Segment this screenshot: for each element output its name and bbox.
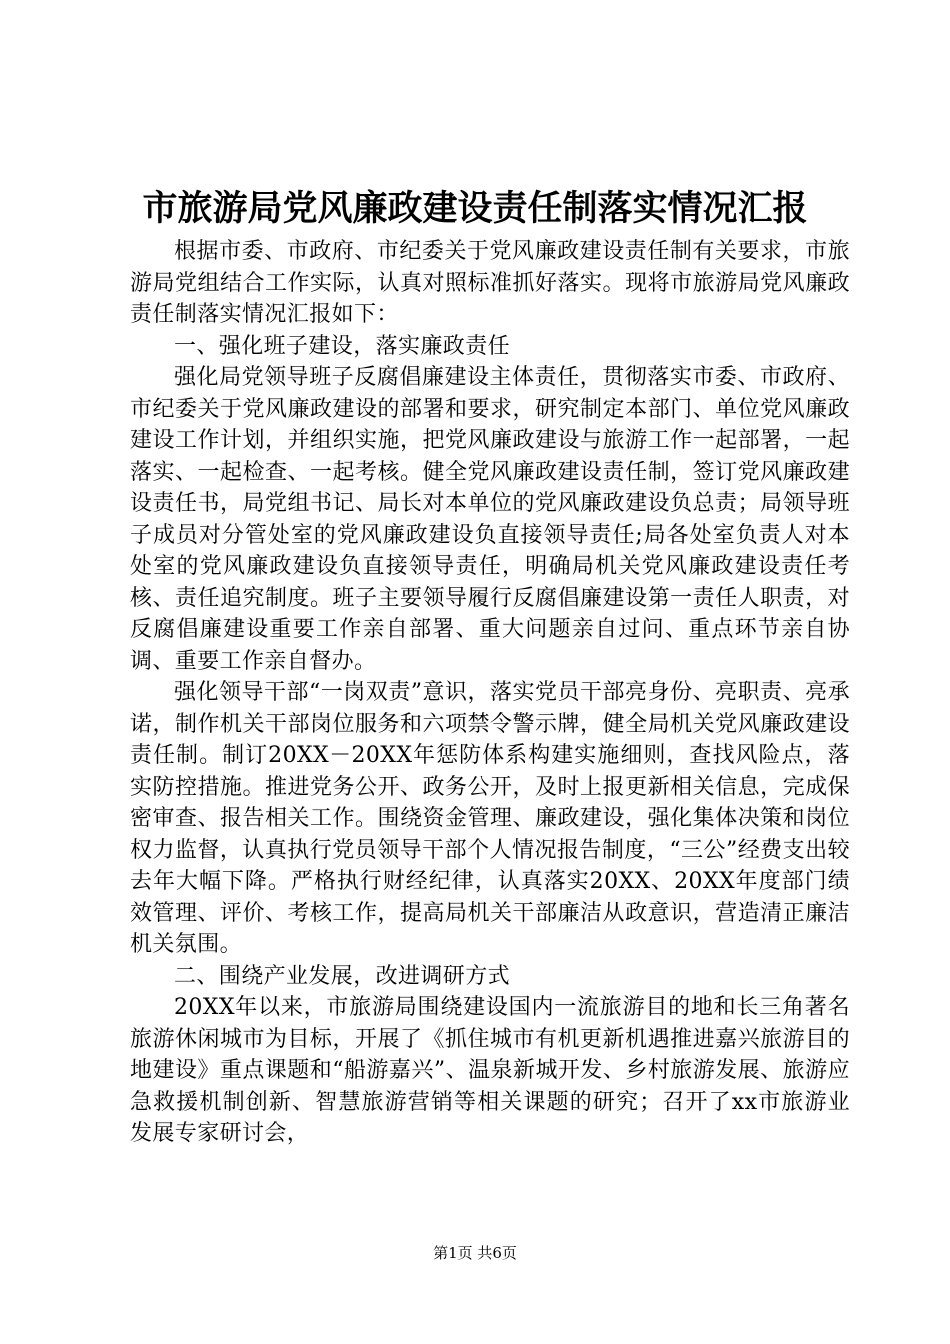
page-number-footer: 第1页 共6页 [433, 1244, 517, 1262]
paragraph-section-1-b: 强化领导干部“一岗双责”意识，落实党员干部亮身份、亮职责、亮承诺，制作机关干部岗位服务和六项禁令警示牌，健全局机关党风廉政建设责任制。制订20XX－20XX年惩防体系构建实施细则，查找风险点，落实防控措施。推进党务公开、政务公开，及时上报更新相关信息，完成保密审查、报告相关工作。围绕资金管理、廉政建设，强化集体决策和岗位权力监督，认真执行党员领导干部个人情况报告制度，“三公”经费支出较去年大幅下降。严格执行财经纪律，认真落实20XX、20XX年度部门绩效管理、评价、考核工作，提高局机关干部廉洁从政意识，营造清正廉洁机关氛围。 [130, 680, 850, 957]
section-heading-2: 二、围绕产业发展，改进调研方式 [174, 963, 511, 989]
document-body [130, 236, 850, 1150]
section-heading-1: 一、强化班子建设，落实廉政责任 [174, 333, 511, 359]
paragraph-intro: 根据市委、市政府、市纪委关于党风廉政建设责任制有关要求，市旅游局党组结合工作实际，认真对照标准抓好落实。现将市旅游局党风廉政责任制落实情况汇报如下： [130, 239, 850, 327]
paragraph-section-1-a: 强化局党领导班子反腐倡廉建设主体责任，贯彻落实市委、市政府、市纪委关于党风廉政建设的部署和要求，研究制定本部门、单位党风廉政建设工作计划，并组织实施，把党风廉政建设与旅游工作一起部署，一起落实、一起检查、一起考核。健全党风廉政建设责任制，签订党风廉政建设责任书，局党组书记、局长对本单位的党风廉政建设负总责；局领导班子成员对分管处室的党风廉政建设负直接领导责任;局各处室负责人对本处室的党风廉政建设负直接领导责任，明确局机关党风廉政建设责任考核、责任追究制度。班子主要领导履行反腐倡廉建设第一责任人职责，对反腐倡廉建设重要工作亲自部署、重大问题亲自过问、重点环节亲自协调、重要工作亲自督办。 [130, 365, 850, 674]
document-title: 市旅游局党风廉政建设责任制落实情况汇报 [142, 188, 808, 229]
paragraph-section-2-a: 20XX年以来，市旅游局围绕建设国内一流旅游目的地和长三角著名旅游休闲城市为目标，开展了《抓住城市有机更新机遇推进嘉兴旅游目的地建设》重点课题和“船游嘉兴”、温泉新城开发、乡村旅游发展、旅游应急救援机制创新、智慧旅游营销等相关课题的研究；召开了xx市旅游业发展专家研讨会， [130, 995, 850, 1146]
